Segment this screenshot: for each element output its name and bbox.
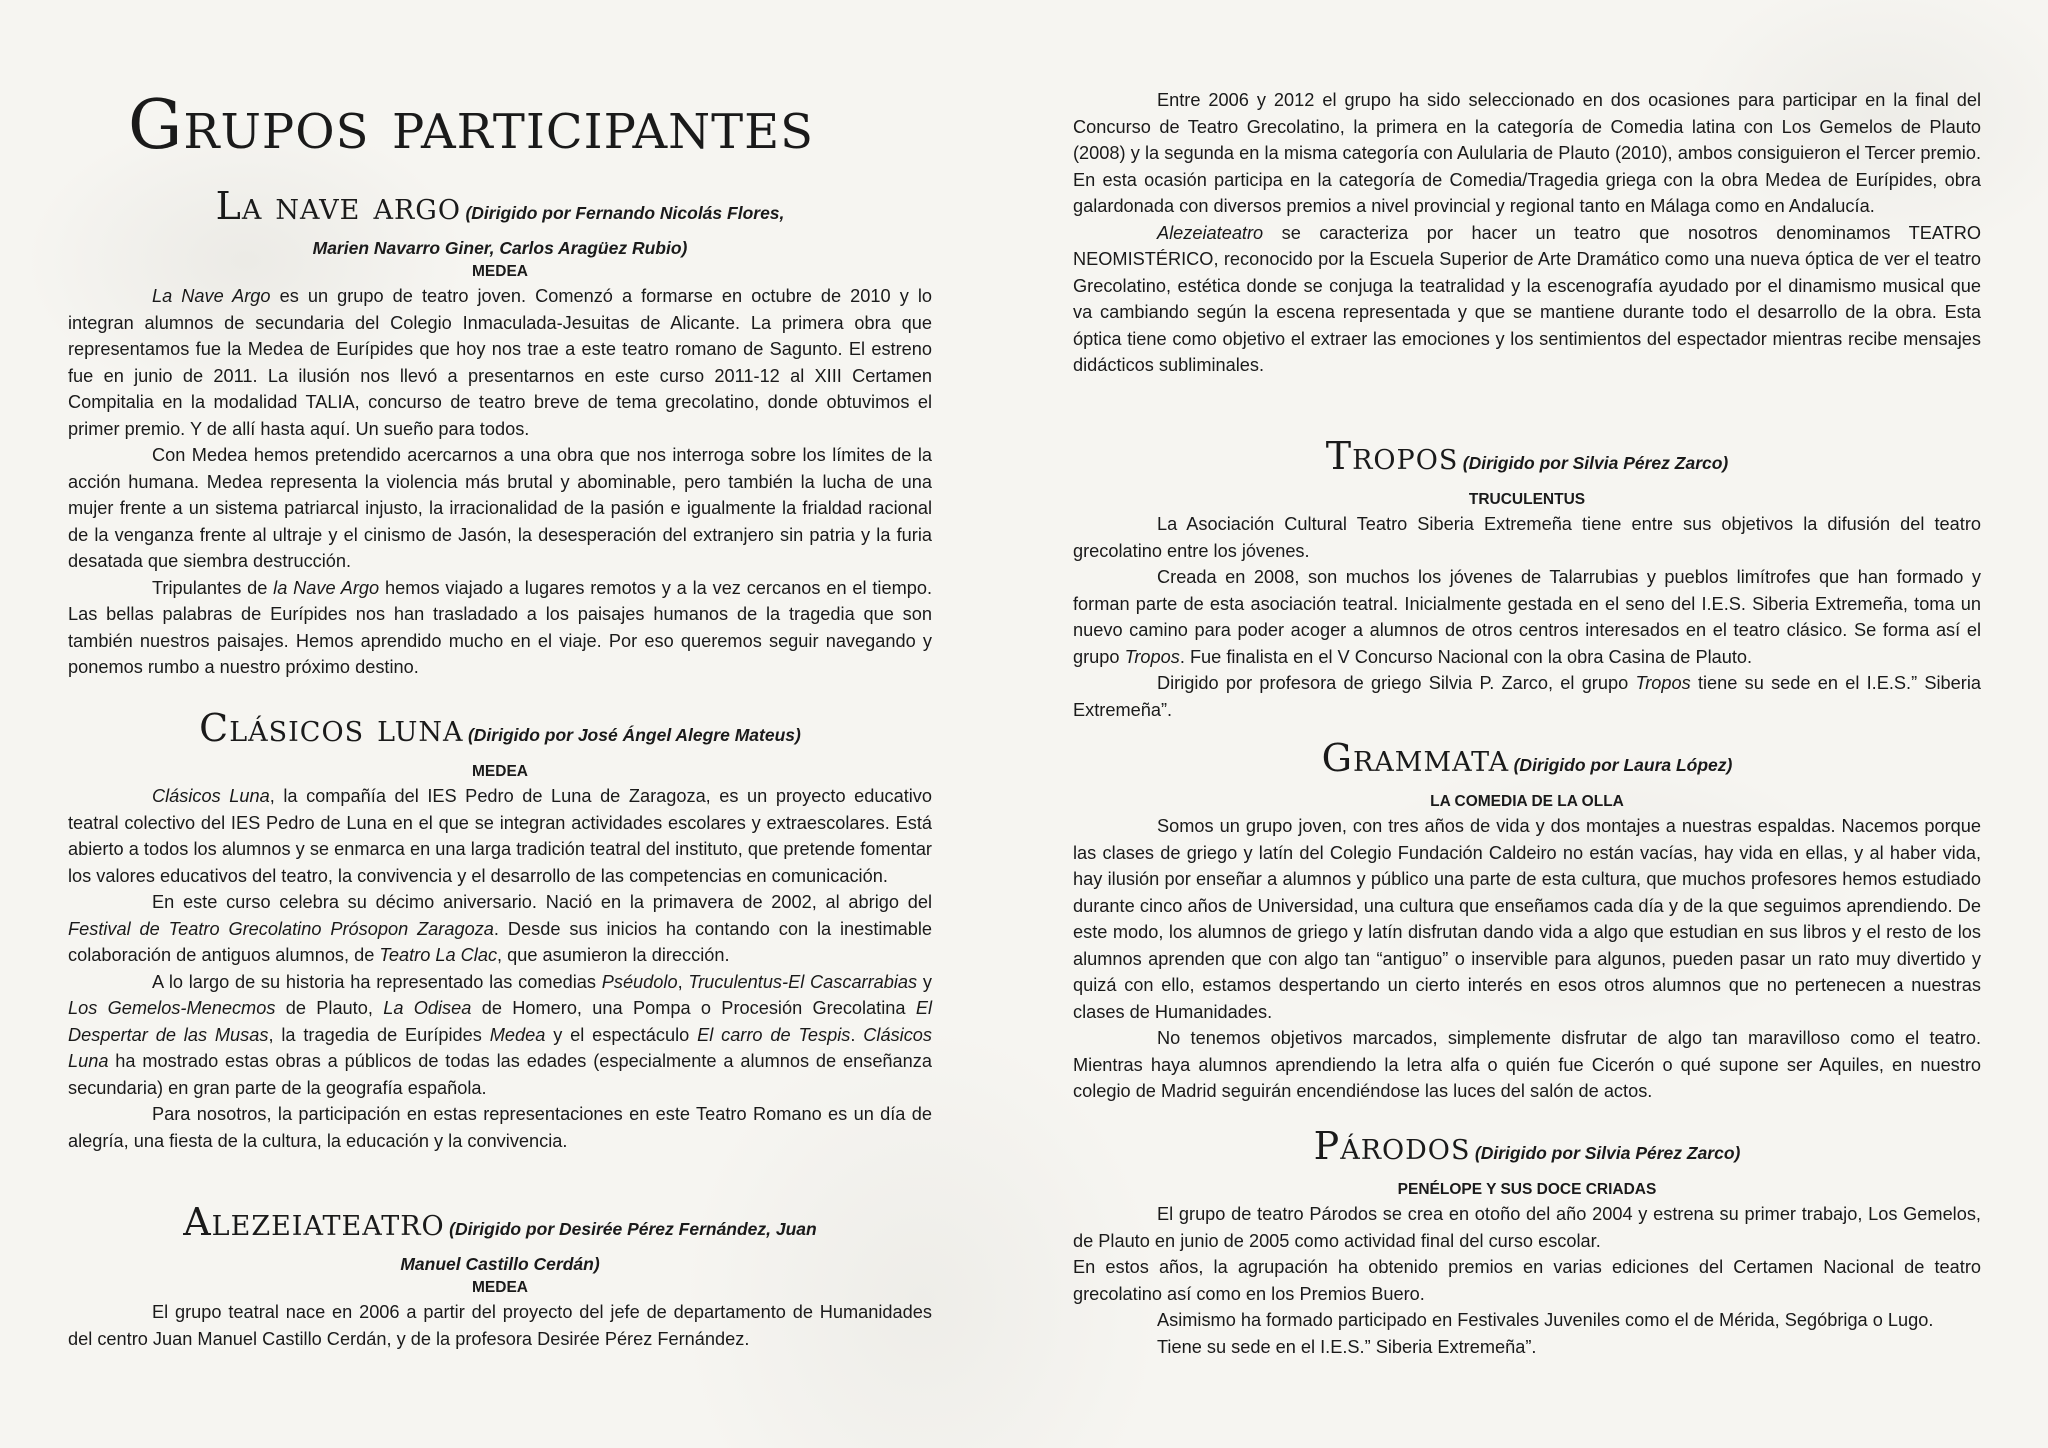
paragraph: Alezeiateatro se caracteriza por hacer un teatro que nosotros denominamos TEATRO NEOMISTÉRICO, reconocido por la Escuela Superior de Arte Dramático como una nueva óptica de ver el teatro Grecolatino, estética donde se conjuga la teatralidad y la escenografía ayudado por el dinamismo musical que va cambiando según la escena representada y que se mantiene durante todo el desarrollo de la obra. Esta óptica tiene como objetivo el extraer las emociones y los sentimientos del espectador mientras recibe mensajes didácticos subliminales.: [1073, 222, 1981, 375]
group-name: La nave argo: [215, 184, 462, 228]
group-director: (Dirigido por José Ángel Alegre Mateus): [467, 725, 801, 745]
group-parodos: [1073, 1122, 1981, 1360]
paragraph: En estos años, la agrupación ha obtenido premios en varias ediciones del Certamen Nacional de teatro grecolatino así como en los Premios Buero.: [1073, 1257, 1981, 1304]
paragraph: Creada en 2008, son muchos los jóvenes de Talarrubias y pueblos limítrofes que han formado y forman parte de esta asociación teatral. Inicialmente gestada en el seno del I.E.S. Siberia Extremeña, toma un nuevo camino para poder acoger a alumnos de otros centros interesados en el teatro clásico. Se forma así el grupo Tropos. Fue finalista en el V Concurso Nacional con la obra Casina de Plauto.: [1073, 567, 1981, 667]
group-nave-argo: [68, 182, 932, 681]
play-title: MEDEA: [472, 263, 528, 280]
group-name: Clásicos luna: [199, 706, 464, 750]
group-alezeiateatro: [68, 1198, 932, 1352]
group-director: (Dirigido por Fernando Nicolás Flores,: [465, 203, 785, 223]
paragraph: La Nave Argo es un grupo de teatro joven. Comenzó a formarse en octubre de 2010 y lo integran alumnos de secundaria del Colegio Inmaculada-Jesuitas de Alicante. La primera obra que representamos fue la Medea de Eurípides que hoy nos trae a este teatro romano de Sagunto. El estreno fue en junio de 2011. La ilusión nos llevó a presentarnos en este curso 2011-12 al XIII Certamen Compitalia en la modalidad TALIA, concurso de teatro breve de tema grecolatino, donde obtuvimos el primer premio. Y de allí hasta aquí. Un sueño para todos.: [68, 286, 932, 439]
paragraph: Dirigido por profesora de griego Silvia P. Zarco, el grupo Tropos tiene su sede en el I.E.S.” Siberia Extremeña”.: [1073, 673, 1981, 720]
paragraph: En este curso celebra su décimo aniversario. Nació en la primavera de 2002, al abrigo del Festival de Teatro Grecolatino Prósopon Zaragoza. Desde sus inicios ha contando con la inestimable colaboración de antiguos alumnos, de Teatro La Clac, que asumieron la dirección.: [68, 892, 933, 965]
page-title: Grupos participantes: [128, 86, 815, 165]
group-name: Tropos: [1325, 434, 1459, 478]
paragraph: Somos un grupo joven, con tres años de vida y dos montajes a nuestras espaldas. Nacemos porque las clases de griego y latín del Colegio Fundación Caldeiro no están vacías, hay vida en ellas, y al haber vida, hay ilusión por enseñar a alumnos y público una parte de esta cultura, que muchos profesores hemos estudiado durante cinco años de Universidad, una cultura que enseñamos cada día y de la que seguimos aprendiendo. De este modo, los alumnos de griego y latín disfrutan dando vida a algo que estudian en sus libros y el resto de los alumnos aprenden que con algo tan “antiguo” o inservible para algunos, pueden pasar un rato muy divertido y quizá con ello, estamos despertando un cierto interés en esos otros alumnos que no pertenecen a nuestras clases de Humanidades.: [1073, 816, 1981, 1022]
play-title: LA COMEDIA DE LA OLLA: [1430, 793, 1624, 810]
paragraph: Tripulantes de la Nave Argo hemos viajado a lugares remotos y a la vez cercanos en el tiempo. Las bellas palabras de Eurípides nos han trasladado a los paisajes humanos de la tragedia que son también nuestros paisajes. Hemos aprendido mucho en el viaje. Por eso queremos seguir navegando y ponemos rumbo a nuestro próximo destino.: [68, 577, 932, 677]
group-director: (Dirigido por Desirée Pérez Fernández, Juan: [449, 1219, 817, 1239]
paragraph: Tiene su sede en el I.E.S.” Siberia Extremeña”.: [1157, 1336, 1537, 1357]
paragraph: No tenemos objetivos marcados, simplemente disfrutar de algo tan maravilloso como el teatro. Mientras haya alumnos aprendiendo la letra alfa o quién fue Cicerón o qué supone ser Aquiles, en nuestro colegio de Madrid seguirán encendiéndose las luces del salón de actos.: [1073, 1028, 1981, 1101]
group-director: (Dirigido por Silvia Pérez Zarco): [1462, 453, 1729, 473]
paragraph: Para nosotros, la participación en estas representaciones en este Teatro Romano es un día de alegría, una fiesta de la cultura, la educación y la convivencia.: [68, 1104, 932, 1151]
group-grammata: [1073, 734, 1981, 1105]
play-title: MEDEA: [472, 763, 528, 780]
paragraph: Asimismo ha formado participado en Festivales Juveniles como el de Mérida, Segóbriga o Lugo.: [1157, 1310, 1934, 1330]
group-director-cont: Manuel Castillo Cerdán): [400, 1254, 600, 1274]
paragraph: Entre 2006 y 2012 el grupo ha sido seleccionado en dos ocasiones para participar en la final del Concurso de Teatro Grecolatino, la primera en la categoría de Comedia latina con Los Gemelos de Plauto (2008) y la segunda en la misma categoría con Aulularia de Plauto (2010), ambos consiguieron el Tercer premio. En esta ocasión participa en la categoría de Comedia/Tragedia griega con la obra Medea de Eurípides, obra galardonada con diversos premios a nivel provincial y regional tanto en Málaga como en Andalucía.: [1073, 90, 1981, 216]
paragraph: Clásicos Luna, la compañía del IES Pedro de Luna de Zaragoza, es un proyecto educativo teatral colectivo del IES Pedro de Luna en el que se integran actividades escolares y extraescolares. Está abierto a todos los alumnos y se enmarca en una larga tradición teatral del instituto, que pretende fomentar los valores educativos del teatro, la convivencia y el desarrollo de las competencias en comunicación.: [68, 786, 932, 886]
group-clasicos-luna: [68, 704, 932, 1154]
paragraph: El grupo de teatro Párodos se crea en otoño del año 2004 y estrena su primer trabajo, Los Gemelos, de Plauto en junio de 2005 como actividad final del curso escolar.: [1073, 1204, 1981, 1251]
group-director: (Dirigido por Laura López): [1513, 755, 1733, 775]
paragraph: Con Medea hemos pretendido acercarnos a una obra que nos interroga sobre los límites de la acción humana. Medea representa la violencia más brutal y abominable, pero también la lucha de una mujer frente a un sistema patriarcal injusto, la irracionalidad de la pasión e igualmente la frialdad racional de la venganza frente al ultraje y el cinismo de Jasón, la desesperación del extranjero sin patria y la furia desatada que siembra destrucción.: [68, 445, 932, 571]
group-director: (Dirigido por Silvia Pérez Zarco): [1474, 1143, 1741, 1163]
play-title: TRUCULENTUS: [1468, 491, 1586, 508]
group-name: Grammata: [1321, 736, 1510, 780]
paragraph: La Asociación Cultural Teatro Siberia Extremeña tiene entre sus objetivos la difusión del teatro grecolatino entre los jóvenes.: [1073, 514, 1981, 561]
play-title: PENÉLOPE Y SUS DOCE CRIADAS: [1397, 1181, 1657, 1198]
group-tropos: [1073, 432, 1981, 723]
paragraph: El grupo teatral nace en 2006 a partir del proyecto del jefe de departamento de Humanidades del centro Juan Manuel Castillo Cerdán, y de la profesora Desirée Pérez Fernández.: [68, 1302, 932, 1349]
group-alezeiateatro-cont: [1073, 87, 1981, 379]
group-name: Párodos: [1313, 1124, 1471, 1168]
play-title: MEDEA: [472, 1279, 528, 1296]
paragraph: A lo largo de su historia ha representado las comedias Pséudolo, Truculentus-El Cascarrabias y Los Gemelos-Menecmos de Plauto, La Odisea de Homero, una Pompa o Procesión Grecolatina El Despertar de las Musas, la tragedia de Eurípides Medea y el espectáculo El carro de Tespis. Clásicos Luna ha mostrado estas obras a públicos de todas las edades (especialmente a alumnos de enseñanza secundaria) en gran parte de la geografía española.: [68, 971, 933, 1098]
group-name: Alezeiateatro: [183, 1200, 445, 1244]
group-director-cont: Marien Navarro Giner, Carlos Aragüez Rubio): [312, 238, 688, 258]
